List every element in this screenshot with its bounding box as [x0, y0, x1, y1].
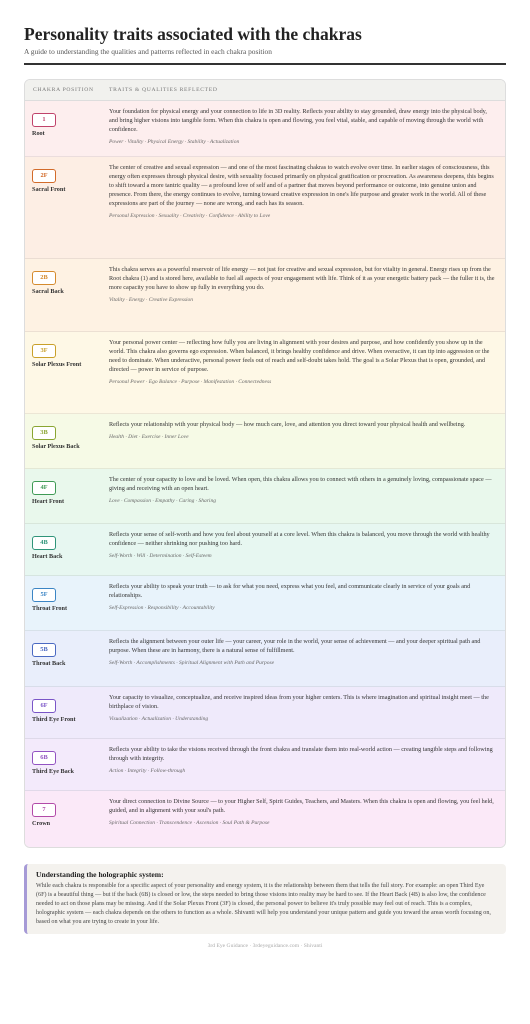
chakra-name: Heart Back — [32, 553, 63, 560]
chakra-tags: Personal Expression · Sexuality · Creativity · Confidence · Ability to Love — [109, 213, 271, 219]
chakra-description: Reflects your sense of self-worth and how you feel about yourself at a core level. When this chakra is balanced, you move through the world with healthy confidence — neither shrinking nor pushing too hard. — [109, 531, 490, 547]
chakra-code-badge: 6B — [32, 751, 56, 765]
chakra-description: Reflects your relationship with your physical body — how much care, love, and attention you direct toward your physical health and wellbeing. — [109, 421, 466, 428]
chakra-description: Reflects your ability to take the visions received through the front chakra and translate them into real-world action — creating tangible steps and following through with integrity. — [109, 746, 493, 762]
traits-cell — [109, 791, 505, 847]
table-row — [25, 687, 505, 739]
traits-cell — [109, 469, 505, 523]
traits-cell — [109, 414, 505, 468]
chakra-position-cell — [25, 332, 109, 413]
holographic-note — [24, 864, 506, 934]
table-row — [25, 524, 505, 576]
note-title: Understanding the holographic system: — [36, 870, 164, 879]
chakra-position-cell — [25, 469, 109, 523]
chakra-tags: Action · Integrity · Follow-through — [109, 768, 186, 774]
chakra-tags: Power · Vitality · Physical Energy · Stability · Actualization — [109, 139, 240, 145]
chakra-tags: Spiritual Connection · Transcendence · Ascension · Soul Path & Purpose — [109, 820, 270, 826]
chakra-code-badge: 3B — [32, 426, 56, 440]
chakra-description: Reflects your ability to speak your truth — to ask for what you need, express what you feel, and communicate clearly in service of your goals and relationships. — [109, 583, 471, 599]
chakra-code-badge: 2B — [32, 271, 56, 285]
chakra-name: Heart Front — [32, 498, 65, 505]
chakra-code-badge: 4F — [32, 481, 56, 495]
chakra-code-badge: 5B — [32, 643, 56, 657]
traits-cell — [109, 332, 505, 413]
chakra-name: Solar Plexus Back — [32, 443, 80, 450]
chakra-description: Your foundation for physical energy and your connection to life in 3D reality. Reflects your ability to stay grounded, draw energy into the physical body, and bring higher visions into tangible form. When this chakra is open and flowing, you feel vital, stable, and capable of moving through the world with confidence. — [109, 108, 487, 133]
table-row — [25, 631, 505, 687]
chakra-description: Your direct connection to Divine Source — to your Higher Self, Spirit Guides, Teachers, and Masters. When this chakra is open and flowing, you feel held, guided, and in alignment with your soul's path. — [109, 798, 494, 814]
chakra-name: Throat Back — [32, 660, 66, 667]
table-row — [25, 414, 505, 469]
table-row — [25, 739, 505, 791]
chakra-name: Sacral Front — [32, 186, 66, 193]
chakra-position-cell — [25, 631, 109, 686]
chakra-position-cell — [25, 687, 109, 738]
chakra-position-cell — [25, 576, 109, 630]
table-row — [25, 332, 505, 414]
traits-cell — [109, 576, 505, 630]
note-body: While each chakra is responsible for a specific aspect of your personality and energy system, it is the relationship between them that tells the full story. For example: an open Third Eye (6F) is a beautiful thing — but if the back (6B) is closed or low, the steps needed to bring those visions into reality may be hard to see. If the Heart Back (4B) is also low, the confidence needed to act on those plans may be missing. And if the Solar Plexus Front (3F) is closed, the personal power to believe it's truly possible may feel out of reach. This is a complex, holographic system — each chakra depends on the others to function as a whole. Shivanti will help you understand your unique pattern and guide you toward the areas worth focusing on, based on what you are trying to create in your life. — [36, 883, 491, 925]
traits-cell — [109, 101, 505, 156]
chakra-description: Your capacity to visualize, conceptualize, and receive inspired ideas from your higher centers. This is where imagination and spiritual insight meet — the birthplace of vision. — [109, 694, 489, 710]
footer: 3rd Eye Guidance · 3rdeyeguidance.com · Shivanti — [207, 942, 323, 949]
chakra-position-cell — [25, 414, 109, 468]
traits-cell — [109, 631, 505, 686]
table-header — [25, 80, 505, 101]
chakra-position-cell — [25, 157, 109, 258]
chakra-tags: Personal Power · Ego Balance · Purpose · Manifestation · Connectedness — [109, 379, 272, 385]
chakra-code-badge: 3F — [32, 344, 56, 358]
chakra-name: Root — [32, 130, 45, 137]
chakra-description: The center of your capacity to love and be loved. When open, this chakra allows you to connect with others in a genuinely loving, compassionate space — giving and receiving with an open heart. — [109, 476, 492, 492]
chakra-tags: Self-Worth · Will · Determination · Self-Esteem — [109, 553, 212, 559]
chakra-code-badge: 2F — [32, 169, 56, 183]
chakra-code-badge: 7 — [32, 803, 56, 817]
traits-cell — [109, 157, 505, 258]
table-row — [25, 469, 505, 524]
table-row — [25, 791, 505, 847]
chakra-position-cell — [25, 101, 109, 156]
traits-cell — [109, 524, 505, 575]
chakra-name: Third Eye Front — [32, 716, 76, 723]
chakra-position-cell — [25, 791, 109, 847]
chakra-name: Throat Front — [32, 605, 68, 612]
table-row — [25, 259, 505, 332]
chakra-tags: Self-Worth · Accomplishments · Spiritual Alignment with Path and Purpose — [109, 660, 275, 666]
chakra-table — [24, 79, 506, 848]
column-header-traits: TRAITS & QUALITIES REFLECTED — [109, 87, 218, 93]
chakra-name: Sacral Back — [32, 288, 64, 295]
chakra-code-badge: 5F — [32, 588, 56, 602]
traits-cell — [109, 259, 505, 331]
traits-cell — [109, 687, 505, 738]
page-title: Personality traits associated with the chakras — [24, 24, 362, 44]
table-row — [25, 157, 505, 259]
chakra-description: Reflects the alignment between your outer life — your career, your role in the world, your sense of achievement — and your deeper spiritual path and purpose. When these are in harmony, there is a natural sense of fulfillment. — [109, 638, 481, 654]
chakra-position-cell — [25, 739, 109, 790]
chakra-tags: Love · Compassion · Empathy · Caring · Sharing — [109, 498, 216, 504]
page-subtitle: A guide to understanding the qualities and patterns reflected in each chakra position — [24, 47, 272, 56]
chakra-code-badge: 6F — [32, 699, 56, 713]
chakra-position-cell — [25, 259, 109, 331]
traits-cell — [109, 739, 505, 790]
chakra-description: The center of creative and sexual expression — and one of the most fascinating chakras to watch evolve over time. In earlier stages of consciousness, this energy often expresses through physical desire, with sexuality focused primarily on physical gratification or procreation. As awareness deepens, this begins to shift toward a more tantric quality — a profound love of self and of a partner that moves beyond performance or outcome, into genuine union and presence. From there, the energy continues to evolve, turning toward creative expression in one's life purpose and greater work in the world. All of these expressions are part of the journey — none are wrong, and each has its season. — [109, 164, 494, 207]
table-row — [25, 576, 505, 631]
chakra-tags: Vitality · Energy · Creative Expression — [109, 297, 194, 303]
chakra-code-badge: 4B — [32, 536, 56, 550]
chakra-description: Your personal power center — reflecting how fully you are living in alignment with your desires and purpose, and how confidently you show up in the world. This chakra also governs ego expression. When balanced, it brings healthy confidence and drive. When overactive, it can tip into aggression or the need to dominate. When underactive, personal power feels out of reach and self-doubt takes hold. The goal is a Solar Plexus that is open, grounded, and directed — power in service of purpose. — [109, 339, 490, 373]
chakra-name: Crown — [32, 820, 51, 827]
chakra-tags: Self-Expression · Responsibility · Accountability — [109, 605, 215, 611]
chakra-name: Third Eye Back — [32, 768, 74, 775]
column-header-position: CHAKRA POSITION — [33, 87, 94, 93]
chakra-position-cell — [25, 524, 109, 575]
table-row — [25, 101, 505, 157]
chakra-tags: Health · Diet · Exercise · Inner Love — [109, 434, 189, 440]
chakra-name: Solar Plexus Front — [32, 361, 82, 368]
table-body — [25, 101, 505, 847]
title-divider — [24, 63, 506, 65]
chakra-code-badge: 1 — [32, 113, 56, 127]
chakra-description: This chakra serves as a powerful reservoir of life energy — not just for creative and sexual expression, but for vitality in general. Energy rises up from the Root chakra (1) and is stored here, available to fuel all aspects of your engagement with life. Think of it as your energetic battery pack — the fuller it is, the more capacity you have to show up fully in everything you do. — [109, 266, 495, 291]
chakra-tags: Visualization · Actualization · Understanding — [109, 716, 209, 722]
